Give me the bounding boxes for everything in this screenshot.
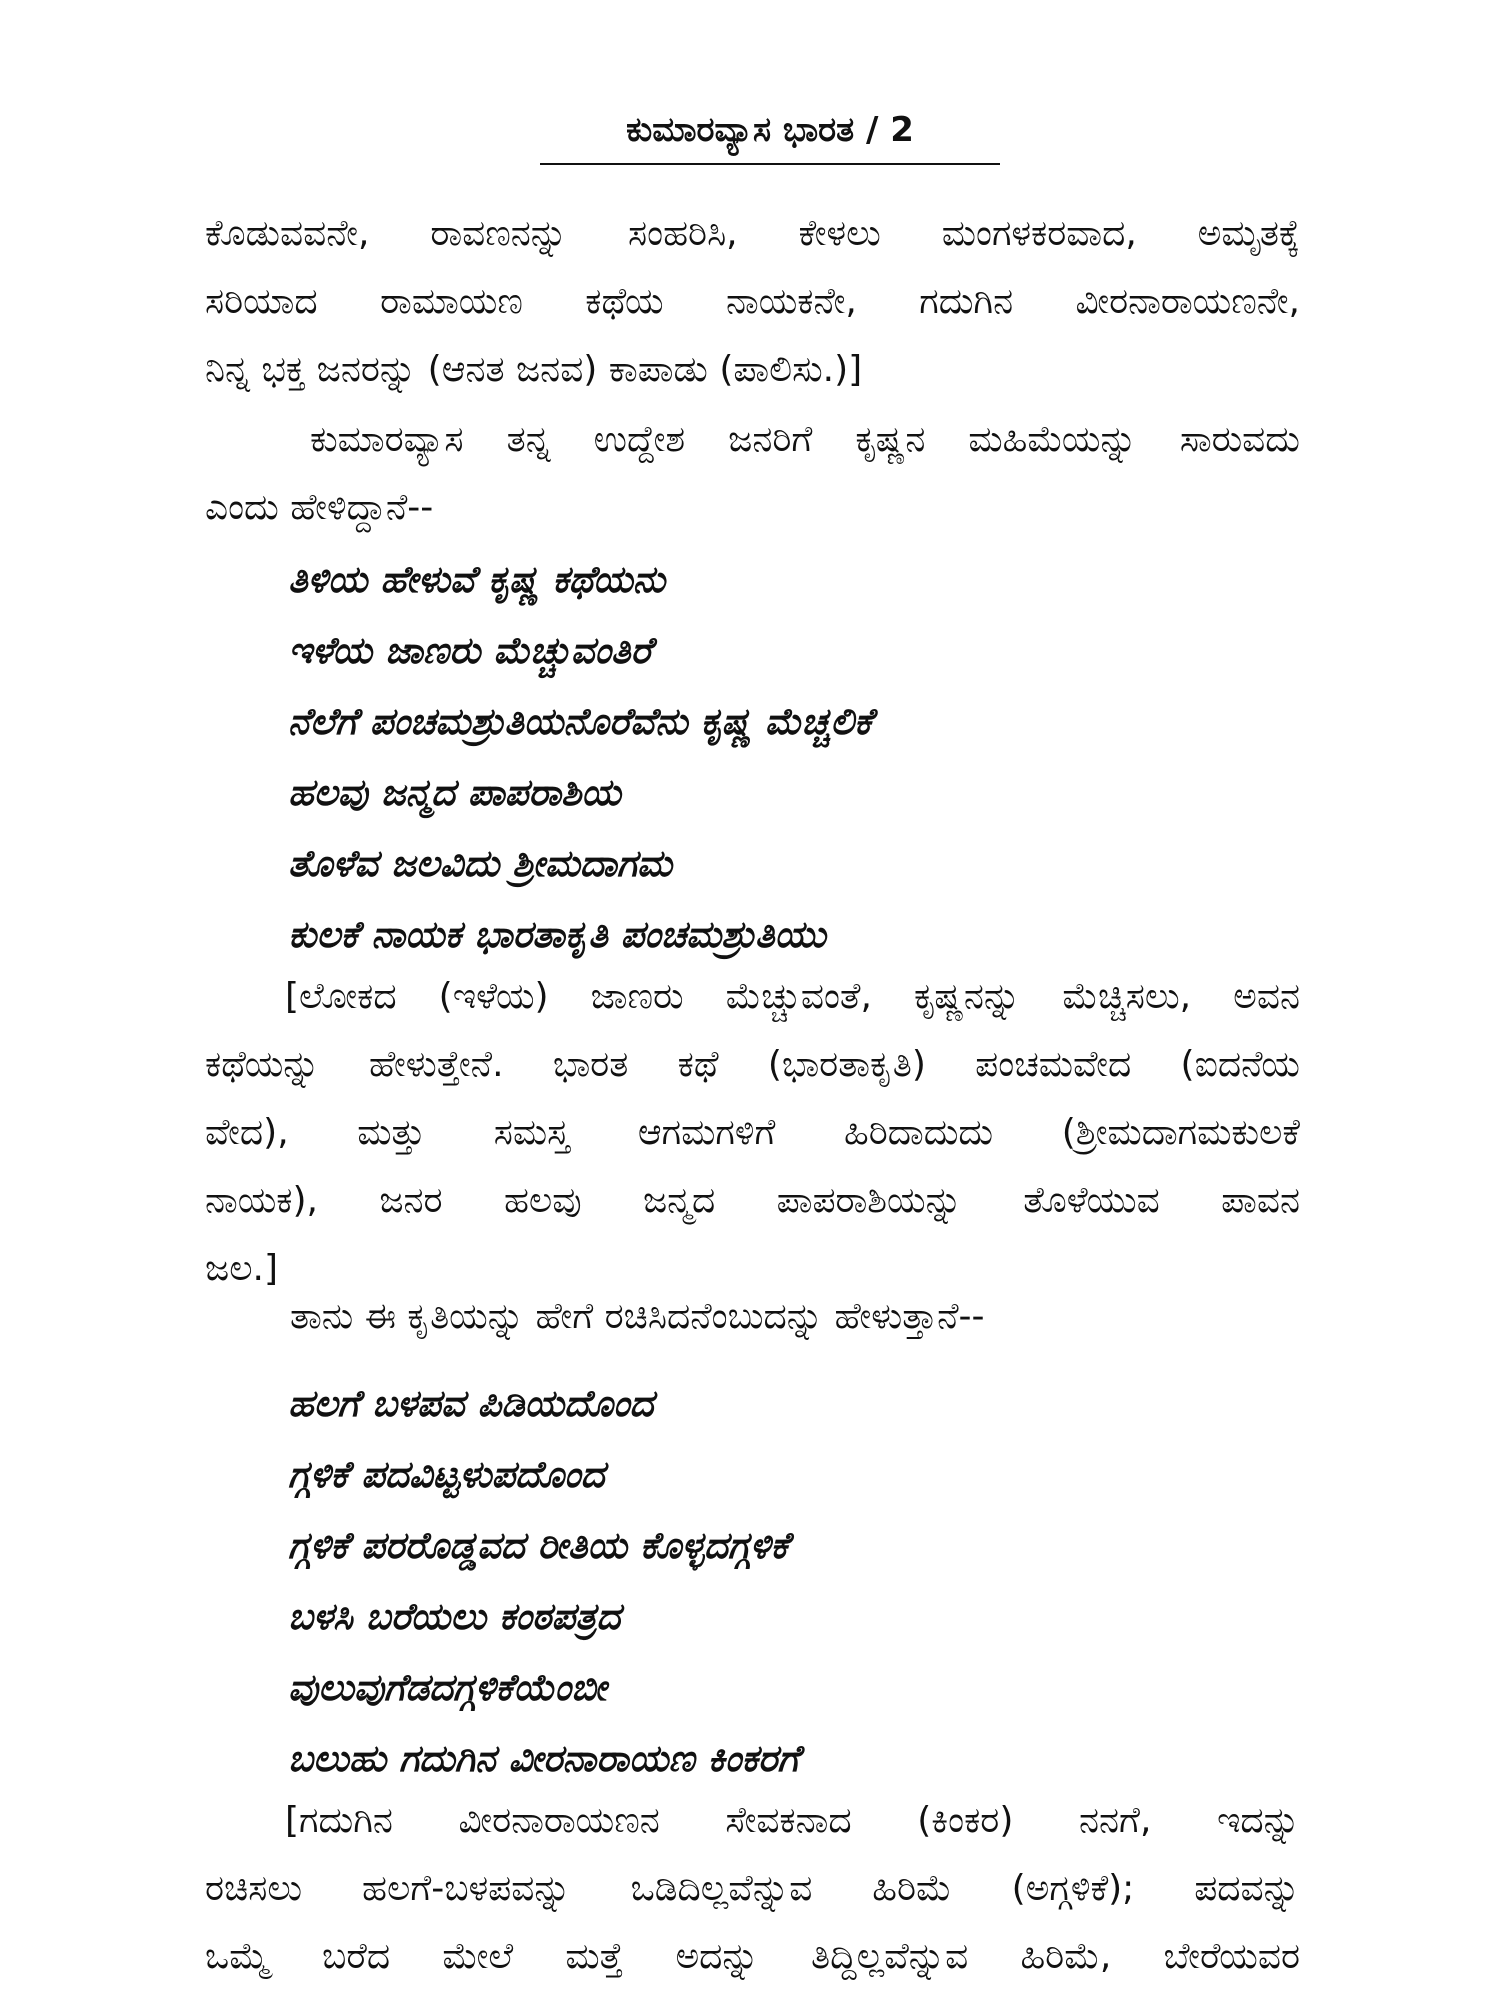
text-line: ಕಥೆಯನ್ನು ಹೇಳುತ್ತೇನೆ. ಭಾರತ ಕಥೆ (ಭಾರತಾಕೃತಿ) ಪಂಚಮವೇದ (ಐದನೆಯ bbox=[205, 1044, 1300, 1085]
header-rule bbox=[540, 163, 1000, 165]
verse-block-1 bbox=[288, 544, 1288, 970]
verse-line: ಇಳೆಯ ಜಾಣರು ಮೆಚ್ಚುವಂತಿರೆ bbox=[288, 629, 652, 672]
text-line: ಕೊಡುವವನೇ, ರಾವಣನನ್ನು ಸಂಹರಿಸಿ, ಕೇಳಲು ಮಂಗಳಕರವಾದ, ಅಮೃತಕ್ಕೆ bbox=[205, 213, 1300, 254]
verse-block-2 bbox=[288, 1368, 1288, 1794]
text-line: ತಾನು ಈ ಕೃತಿಯನ್ನು ಹೇಗೆ ರಚಿಸಿದನೆಂಬುದನ್ನು ಹೇಳುತ್ತಾನೆ-- bbox=[290, 1296, 985, 1337]
text-line: ಎಂದು ಹೇಳಿದ್ದಾನೆ-- bbox=[205, 487, 434, 528]
paragraph-continuation bbox=[205, 200, 1300, 404]
verse-line: ಬಲುಹು ಗದುಗಿನ ವೀರನಾರಾಯಣ ಕಿಂಕರಗೆ bbox=[288, 1737, 799, 1780]
running-header: ಕುಮಾರವ್ಯಾಸ ಭಾರತ / 2 bbox=[626, 110, 914, 150]
text-line: [ಗದುಗಿನ ವೀರನಾರಾಯಣನ ಸೇವಕನಾದ (ಕಿಂಕರ) ನನಗೆ, ಇದನ್ನು bbox=[285, 1800, 1300, 1841]
verse-line: ಹಲವು ಜನ್ಮದ ಪಾಪರಾಶಿಯ bbox=[288, 771, 621, 814]
text-line: ನಿನ್ನ ಭಕ್ತ ಜನರನ್ನು (ಆನತ ಜನವ) ಕಾಪಾಡು (ಪಾಲಿಸು.)] bbox=[205, 349, 863, 390]
verse-line: ವುಲುವುಗೆಡದಗ್ಗಳಿಕೆಯೆಂಬೀ bbox=[288, 1666, 607, 1709]
paragraph-explanation-1 bbox=[205, 963, 1300, 1303]
text-line: ಜಲ.] bbox=[205, 1248, 279, 1289]
text-line: ಸರಿಯಾದ ರಾಮಾಯಣ ಕಥೆಯ ನಾಯಕನೇ, ಗದುಗಿನ ವೀರನಾರಾಯಣನೇ, bbox=[205, 281, 1300, 322]
paragraph-intro-verse-1 bbox=[205, 406, 1300, 542]
paragraph-explanation-2 bbox=[205, 1787, 1300, 1991]
text-line: ವೇದ), ಮತ್ತು ಸಮಸ್ತ ಆಗಮಗಳಿಗೆ ಹಿರಿದಾದುದು (ಶ್ರೀಮದಾಗಮಕುಲಕೆ bbox=[205, 1112, 1300, 1153]
text-line: ಒಮ್ಮೆ ಬರೆದ ಮೇಲೆ ಮತ್ತೆ ಅದನ್ನು ತಿದ್ದಿಲ್ಲವೆನ್ನುವ ಹಿರಿಮೆ, ಬೇರೆಯವರ bbox=[205, 1936, 1300, 1977]
paragraph-intro-verse-2 bbox=[205, 1283, 1300, 1351]
verse-line: ಗ್ಗಳಿಕೆ ಪರರೊಡ್ಡವದ ರೀತಿಯ ಕೊಳ್ಳದಗ್ಗಳಿಕೆ bbox=[288, 1524, 789, 1567]
text-line: [ಲೋಕದ (ಇಳೆಯ) ಜಾಣರು ಮೆಚ್ಚುವಂತೆ, ಕೃಷ್ಣನನ್ನು ಮೆಚ್ಚಿಸಲು, ಅವನ bbox=[285, 976, 1300, 1017]
verse-line: ಗ್ಗಳಿಕೆ ಪದವಿಟ್ಟಳುಪದೊಂದ bbox=[288, 1453, 605, 1496]
verse-line: ಹಲಗೆ ಬಳಪವ ಪಿಡಿಯದೊಂದ bbox=[288, 1382, 654, 1425]
verse-line: ತಿಳಿಯ ಹೇಳುವೆ ಕೃಷ್ಣ ಕಥೆಯನು bbox=[288, 558, 666, 601]
verse-line: ನೆಲೆಗೆ ಪಂಚಮಶ್ರುತಿಯನೊರೆವೆನು ಕೃಷ್ಣ ಮೆಚ್ಚಲಿಕೆ bbox=[288, 700, 873, 743]
verse-line: ತೊಳೆವ ಜಲವಿದು ಶ್ರೀಮದಾಗಮ bbox=[288, 842, 673, 885]
text-line: ನಾಯಕ), ಜನರ ಹಲವು ಜನ್ಮದ ಪಾಪರಾಶಿಯನ್ನು ತೊಳೆಯುವ ಪಾವನ bbox=[205, 1180, 1300, 1221]
text-line: ರಚಿಸಲು ಹಲಗೆ-ಬಳಪವನ್ನು ಒಡಿದಿಲ್ಲವೆನ್ನುವ ಹಿರಿಮೆ (ಅಗ್ಗಳಿಕೆ); ಪದವನ್ನು bbox=[205, 1868, 1300, 1909]
text-line: ಕುಮಾರವ್ಯಾಸ ತನ್ನ ಉದ್ದೇಶ ಜನರಿಗೆ ಕೃಷ್ಣನ ಮಹಿಮೆಯನ್ನು ಸಾರುವದು bbox=[310, 419, 1300, 460]
verse-line: ಕುಲಕೆ ನಾಯಕ ಭಾರತಾಕೃತಿ ಪಂಚಮಶ್ರುತಿಯು bbox=[288, 913, 826, 956]
verse-line: ಬಳಸಿ ಬರೆಯಲು ಕಂಠಪತ್ರದ bbox=[288, 1595, 621, 1638]
